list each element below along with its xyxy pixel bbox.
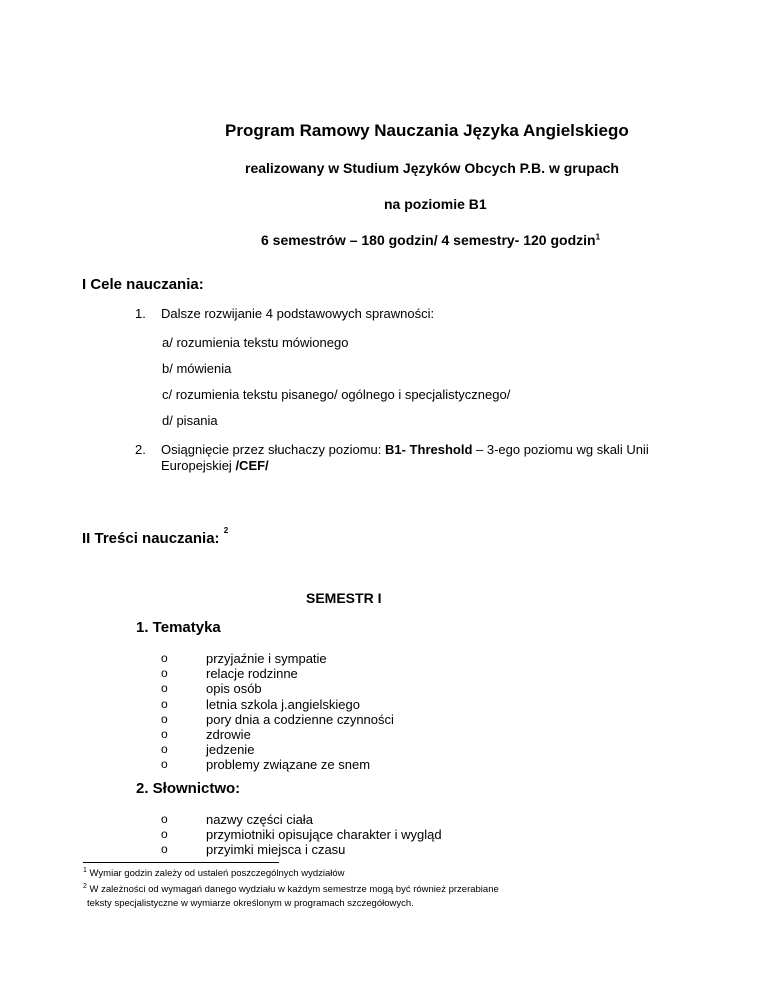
bullet-icon: o [161,812,168,826]
goal-2-level: B1- Threshold [385,442,473,457]
bullet-icon: o [161,827,168,842]
list-item-text: pory dnia a codzienne czynności [206,711,394,727]
list-item-text: przyimki miejsca i czasu [206,842,346,858]
list-item [161,712,394,727]
footnote-1 [83,868,345,879]
bullet-icon: o [161,651,168,665]
goal-1-sub-c: c/ rozumienia tekstu pisanego/ ogólnego i specjalistycznego/ [162,387,511,402]
footnote-2-text: W zależności od wymagań danego wydziału w każdym semestrze mogą być również przerabiane [86,884,499,895]
goal-1-sub-b: b/ mówienia [162,361,232,376]
tematyka-list [161,651,394,773]
document-title: Program Ramowy Nauczania Języka Angielskiego [225,121,629,140]
bullet-icon: o [161,666,168,681]
slownictwo-heading: 2. Słownictwo: [136,780,241,797]
tematyka-heading: 1. Tematyka [136,619,221,636]
list-item [161,697,394,712]
footnote-2-line-2: teksty specjalistyczne w wymiarze określonym w programach szczegółowych. [87,898,414,909]
footnote-ref-1: 1 [595,232,601,242]
list-item [161,842,442,857]
subtitle-line-3 [261,232,600,248]
bullet-icon: o [161,711,168,726]
subtitle-line-3-text: 6 semestrów – 180 godzin/ 4 semestry- 120 godzin [261,232,596,248]
slownictwo-list [161,812,442,858]
list-item-text: opis osób [206,681,262,697]
bullet-icon: o [161,757,168,772]
list-item-text: nazwy części ciała [206,812,313,827]
footnote-1-text: Wymiar godzin zależy od ustaleń poszczególnych wydziałów [86,868,345,879]
list-item [161,681,394,696]
list-item [161,757,394,772]
list-item [161,812,442,827]
list-item-text: jedzenie [206,742,255,758]
list-item [161,742,394,757]
footnote-separator [83,862,279,863]
list-item [161,651,394,666]
bullet-icon: o [161,681,168,696]
section-2-heading [82,526,229,547]
list-item-text: problemy związane ze snem [206,757,371,773]
list-item-text: przymiotniki opisujące charakter i wygląd [206,827,442,843]
semester-heading: SEMESTR I [306,590,382,606]
list-item-text: relacje rodzinne [206,666,298,682]
section-2-heading-text: II Treści nauczania: [82,530,220,547]
goal-2-post: – 3-ego poziomu wg skali Unii [472,442,649,457]
footnote-2-number: 2 [83,882,87,890]
goal-1-sub-a: a/ rozumienia tekstu mówionego [162,335,349,350]
goal-1-sub-d: d/ pisania [162,413,218,428]
footnote-2 [83,884,499,895]
list-item [161,727,394,742]
goal-2-line-2-pre: Europejskiej [161,458,236,473]
goal-1-text: Dalsze rozwijanie 4 podstawowych sprawności: [161,306,435,321]
list-item-text: zdrowie [206,726,251,742]
list-item [161,827,442,842]
section-1-heading: I Cele nauczania: [82,276,204,293]
list-item-text: letnia szkola j.angielskiego [206,696,360,712]
bullet-icon: o [161,842,168,857]
goal-2-number: 2. [135,442,146,457]
list-item [161,666,394,681]
goal-2-cef: /CEF/ [235,458,269,473]
goal-2-line-1 [161,442,649,457]
list-item-text: przyjaźnie i sympatie [206,651,327,666]
goal-2-line-2 [161,458,269,473]
goal-2-pre: Osiągnięcie przez słuchaczy poziomu: [161,442,385,457]
goal-1-number: 1. [135,306,146,321]
bullet-icon: o [161,726,168,741]
bullet-icon: o [161,742,168,757]
footnote-ref-2: 2 [223,526,229,535]
subtitle-line-2: na poziomie B1 [384,196,487,212]
bullet-icon: o [161,696,168,711]
subtitle-line-1: realizowany w Studium Języków Obcych P.B. w grupach [245,160,619,176]
footnote-1-number: 1 [83,866,87,874]
